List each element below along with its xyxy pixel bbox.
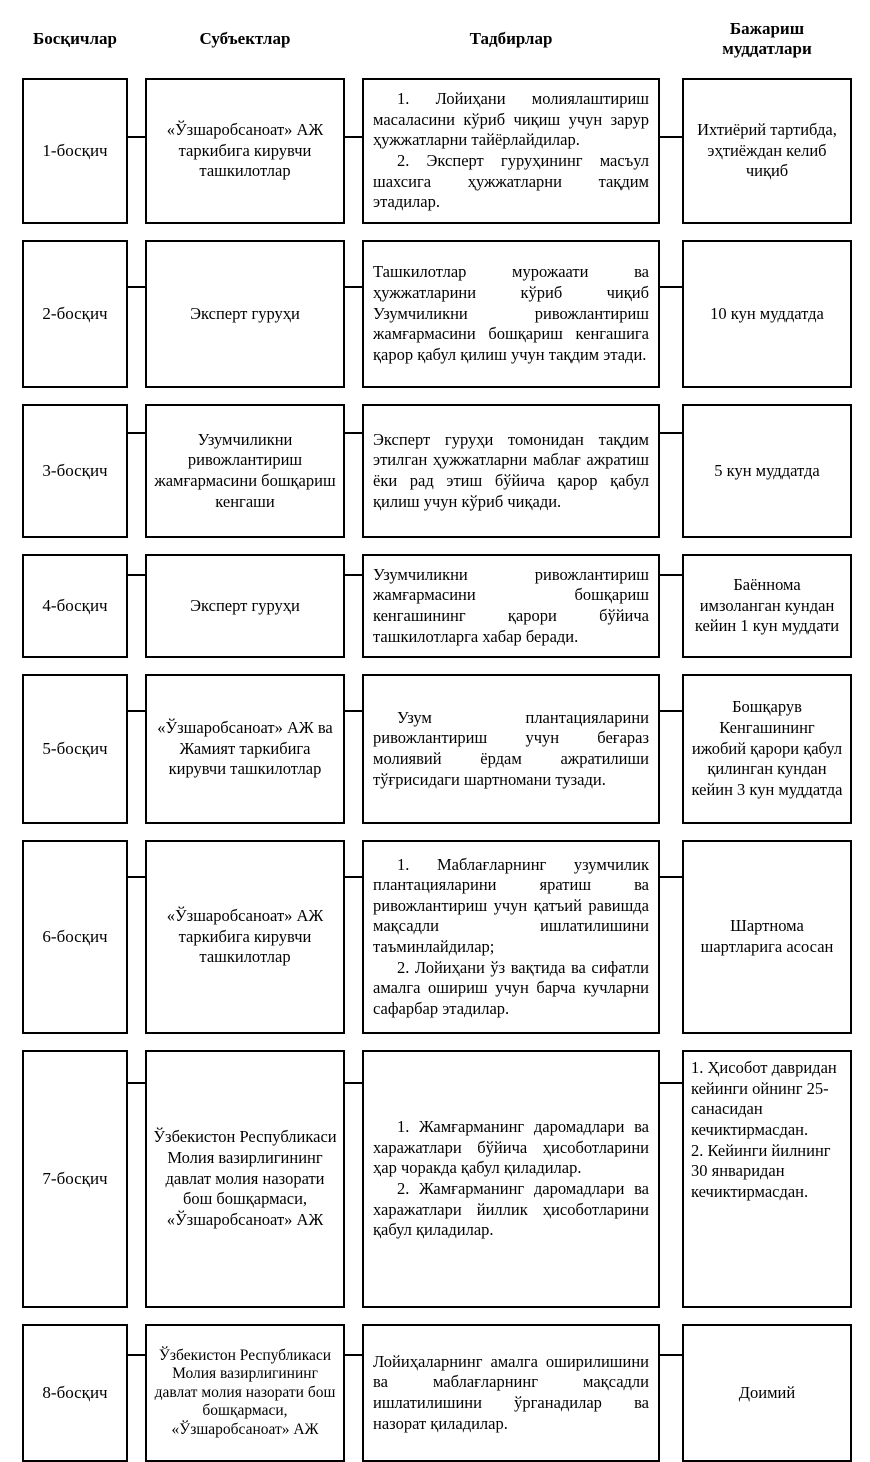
connector-line bbox=[128, 78, 145, 224]
connector-line bbox=[345, 674, 362, 824]
subject-box bbox=[145, 674, 345, 824]
activities-box bbox=[362, 1324, 660, 1462]
connector-line bbox=[128, 1050, 145, 1308]
connector-line bbox=[345, 840, 362, 1034]
connector-line bbox=[660, 1324, 682, 1462]
stage-box bbox=[22, 554, 128, 658]
activity-item: 1. Жамғарманинг даромадлари ва харажатлари бўйича ҳисоботларини ҳар чоракда қабул қиладилар. bbox=[373, 1117, 649, 1178]
stage-label: 7-босқич bbox=[42, 1169, 108, 1189]
deadline-text: 2. Кейинги йилнинг 30 январидан кечиктирмасдан. bbox=[691, 1140, 831, 1201]
flow-row-3 bbox=[22, 404, 852, 538]
stage-label: 8-босқич bbox=[42, 1383, 108, 1403]
flow-row-6 bbox=[22, 840, 852, 1034]
subject-box bbox=[145, 1050, 345, 1308]
subject-box bbox=[145, 1324, 345, 1462]
connector-line bbox=[660, 404, 682, 538]
deadline-box bbox=[682, 840, 852, 1034]
activity-item: Лойиҳаларнинг амалга оширилишини ва маблағларнинг мақсадли ишлатилишини ўрганадилар ва назорат қиладилар. bbox=[373, 1351, 649, 1433]
flow-row-1 bbox=[22, 78, 852, 224]
subject-label: «Ўзшаробсаноат» АЖ ва Жамият таркибига кирувчи ташкилотлар bbox=[157, 718, 333, 779]
subject-label: Эксперт гуруҳи bbox=[190, 595, 300, 615]
flow-row-7 bbox=[22, 1050, 852, 1308]
stage-box bbox=[22, 404, 128, 538]
connector-line bbox=[345, 404, 362, 538]
stage-box bbox=[22, 78, 128, 224]
subject-label: Узумчиликни ривожлантириш жамғармасини бошқариш кенгаши bbox=[154, 429, 336, 511]
deadline-text: 5 кун муддатда bbox=[714, 460, 820, 480]
column-header-deadlines: Бажариш муддатлари bbox=[722, 18, 812, 58]
connector-line bbox=[128, 840, 145, 1034]
deadline-box bbox=[682, 240, 852, 388]
connector-line bbox=[660, 840, 682, 1034]
activity-item: 2. Жамғарманинг даромадлари ва харажатлари йиллик ҳисоботларини қабул қиладилар. bbox=[373, 1179, 649, 1240]
deadline-box bbox=[682, 1050, 852, 1308]
stage-label: 5-босқич bbox=[42, 739, 108, 759]
deadline-text: 1. Ҳисобот давридан кейинги ойнинг 25-санасидан кечиктирмасдан. bbox=[691, 1058, 837, 1139]
connector-line bbox=[660, 554, 682, 658]
stage-box bbox=[22, 1324, 128, 1462]
subject-box bbox=[145, 78, 345, 224]
stage-label: 2-босқич bbox=[42, 304, 108, 324]
activity-item: 2. Эксперт гуруҳининг масъул шахсига ҳужжатларни тақдим этадилар. bbox=[373, 151, 649, 212]
stage-label: 3-босқич bbox=[42, 461, 108, 481]
subject-box bbox=[145, 240, 345, 388]
connector-line bbox=[128, 674, 145, 824]
activity-item: 1. Лойиҳани молиялаштириш масаласини кўриб чиқиш учун зарур ҳужжатларни тайёрлайдилар. bbox=[373, 89, 649, 150]
activity-item: Эксперт гуруҳи томонидан тақдим этилган ҳужжатларни маблағ ажратиш ёки рад этиш бўйича қарор қабул қилиш учун кўриб чиқади. bbox=[373, 429, 649, 511]
subject-box bbox=[145, 840, 345, 1034]
deadline-text: Шартнома шартларига асосан bbox=[700, 916, 834, 956]
activities-box bbox=[362, 554, 660, 658]
connector-line bbox=[660, 240, 682, 388]
subject-label: Ўзбекистон Республикаси Молия вазирлигининг давлат молия назорати бош бошқармаси, «Ўзшаробсаноат» АЖ bbox=[153, 1127, 337, 1229]
activities-box bbox=[362, 840, 660, 1034]
connector-line bbox=[128, 404, 145, 538]
deadline-box bbox=[682, 78, 852, 224]
subject-label: «Ўзшаробсаноат» АЖ таркибига кирувчи ташкилотлар bbox=[166, 906, 324, 967]
activities-box bbox=[362, 1050, 660, 1308]
stage-box bbox=[22, 240, 128, 388]
connector-line bbox=[660, 674, 682, 824]
deadline-text: Бошқарув Кенгашининг ижобий қарори қабул қилинган кундан кейин 3 кун муддатда bbox=[691, 697, 843, 799]
column-header-activities: Тадбирлар bbox=[469, 28, 553, 48]
deadline-box bbox=[682, 554, 852, 658]
column-header-subjects: Субъектлар bbox=[199, 28, 291, 48]
stage-box bbox=[22, 840, 128, 1034]
column-headers bbox=[22, 8, 852, 70]
deadline-box bbox=[682, 1324, 852, 1462]
stage-box bbox=[22, 1050, 128, 1308]
deadline-text: Доимий bbox=[738, 1382, 796, 1402]
activity-item: Ташкилотлар мурожаати ва ҳужжатларини кўриб чиқиб Узумчиликни ривожлантириш жамғармасини бошқариш кенгашига қарор қабул қилиш учун тақдим этади. bbox=[373, 262, 649, 364]
stage-box bbox=[22, 674, 128, 824]
connector-line bbox=[345, 1324, 362, 1462]
connector-line bbox=[345, 554, 362, 658]
deadline-text: Баённома имзоланган кундан кейин 1 кун муддати bbox=[694, 575, 840, 636]
subject-box bbox=[145, 554, 345, 658]
activities-box bbox=[362, 240, 660, 388]
deadline-box bbox=[682, 674, 852, 824]
activity-item: Узумчиликни ривожлантириш жамғармасини бошқариш кенгашининг қарори бўйича ташкилотларга хабар беради. bbox=[373, 564, 649, 646]
connector-line bbox=[128, 1324, 145, 1462]
subject-label: Эксперт гуруҳи bbox=[190, 303, 300, 323]
stage-label: 4-босқич bbox=[42, 596, 108, 616]
stage-label: 6-босқич bbox=[42, 927, 108, 947]
activities-box bbox=[362, 78, 660, 224]
deadline-text: Ихтиёрий тартибда, эҳтиёждан келиб чиқиб bbox=[697, 120, 837, 181]
column-header-stages: Босқичлар bbox=[33, 28, 117, 48]
flow-row-5 bbox=[22, 674, 852, 824]
activity-item: 2. Лойиҳани ўз вақтида ва сифатли амалга ошириш учун барча кучларни сафарбар этадилар. bbox=[373, 957, 649, 1018]
flow-row-2 bbox=[22, 240, 852, 388]
connector-line bbox=[345, 240, 362, 388]
activities-box bbox=[362, 404, 660, 538]
deadline-box bbox=[682, 404, 852, 538]
connector-line bbox=[128, 554, 145, 658]
activity-item: Узум плантацияларини ривожлантириш учун беғараз молиявий ёрдам ажратилиши тўғрисидаги шартномани тузади. bbox=[373, 707, 649, 789]
connector-line bbox=[345, 1050, 362, 1308]
subject-label: Ўзбекистон Республикаси Молия вазирлигининг давлат молия назорати бош бошқармаси, «Ўзшаробсаноат» АЖ bbox=[154, 1346, 336, 1438]
subject-label: «Ўзшаробсаноат» АЖ таркибига кирувчи ташкилотлар bbox=[166, 120, 324, 181]
connector-line bbox=[345, 78, 362, 224]
activities-box bbox=[362, 674, 660, 824]
flow-row-8 bbox=[22, 1324, 852, 1462]
activity-item: 1. Маблағларнинг узумчилик плантацияларини яратиш ва ривожлантириш учун қатъий равишда мақсадли ишлатилишини таъминлайдилар; bbox=[373, 854, 649, 956]
flow-row-4 bbox=[22, 554, 852, 658]
connector-line bbox=[660, 78, 682, 224]
subject-box bbox=[145, 404, 345, 538]
stage-label: 1-босқич bbox=[42, 141, 108, 161]
connector-line bbox=[660, 1050, 682, 1308]
connector-line bbox=[128, 240, 145, 388]
deadline-text: 10 кун муддатда bbox=[710, 303, 824, 323]
